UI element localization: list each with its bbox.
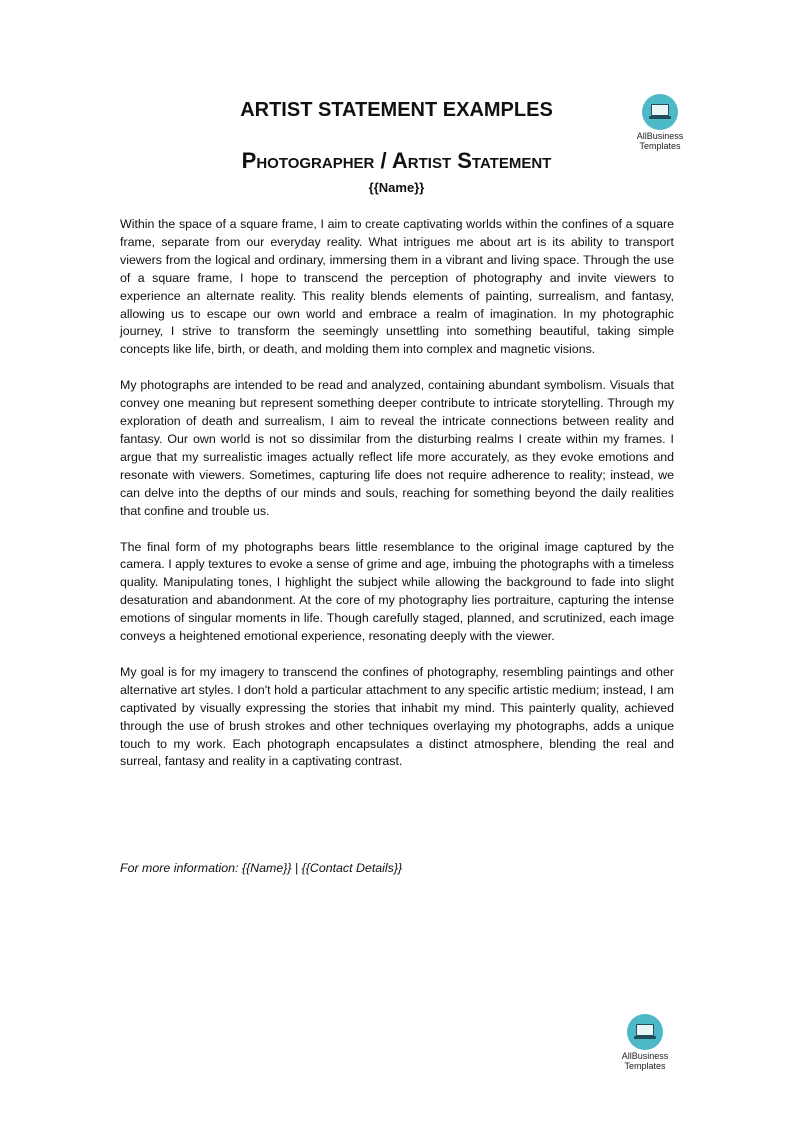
statement-body: [120, 216, 674, 789]
allbusiness-logo-bottom: [605, 1014, 685, 1071]
paragraph: My goal is for my imagery to transcend the confines of photography, resembling paintings and other alternative art styles. I don't hold a particular attachment to any specific artistic medium; instead, I am captivated by visually expressing the stories that inhabit my mind. This painterly quality, achieved through the use of brush strokes and other techniques overlaying my photographs, adds a unique touch to my work. Each photograph encapsulates a distinct atmosphere, blending the real and surreal, fantasy and reality in a captivating contrast.: [120, 664, 674, 769]
logo-text: AllBusiness Templates: [636, 131, 684, 151]
name-placeholder: {{Name}}: [368, 180, 425, 195]
document-subtitle: Photographer / Artist Statement: [241, 148, 552, 173]
paragraph: The final form of my photographs bears little resemblance to the original image captured by the camera. I apply textures to evoke a sense of grime and age, imbuing the photographs with a timeless quality. Manipulating tones, I highlight the subject while allowing the background to fade into slight desaturation and abandonment. At the core of my photography lies portraiture, capturing the intense emotions of singular moments in life. Though carefully staged, planned, and scrutinized, each image conveys a heightened emotional experience, resonating deeply with the viewer.: [120, 539, 674, 644]
paragraph: Within the space of a square frame, I aim to create captivating worlds within the confines of a square frame, separate from our everyday reality. What intrigues me about art is its ability to transport viewers from the logical and ordinary, immersing them in a vibrant and living space. Through the use of a square frame, I hope to transcend the perception of photography and invite viewers to experience an alternate reality. This reality blends elements of painting, surrealism, and fantasy, allowing us to escape our own world and embrace a realm of imagination. In my photographic journey, I strive to transform the seemingly unsettling into something beautiful, taking simple concepts like life, birth, or death, and molding them into complex and magnetic visions.: [120, 217, 674, 357]
laptop-icon: [627, 1014, 663, 1050]
logo-text: AllBusiness Templates: [621, 1051, 669, 1071]
contact-footer: For more information: {{Name}} | {{Contact Details}}: [120, 861, 403, 875]
document-title: ARTIST STATEMENT EXAMPLES: [240, 99, 553, 121]
paragraph: My photographs are intended to be read and analyzed, containing abundant symbolism. Visuals that convey one meaning but represent something deeper contribute to intricate storytelling. Through my exploration of death and surrealism, I aim to reveal the intricate connections between reality and fantasy. Our own world is not so dissimilar from the disturbing realms I create within my frames. I argue that my surrealistic images actually reflect life more accurately, as they evoke emotions and resonate with viewers. Sometimes, capturing life does not require adherence to reality; instead, we can delve into the depths of our minds and souls, reaching for something beyond the daily realities that confine and trouble us.: [120, 378, 674, 518]
